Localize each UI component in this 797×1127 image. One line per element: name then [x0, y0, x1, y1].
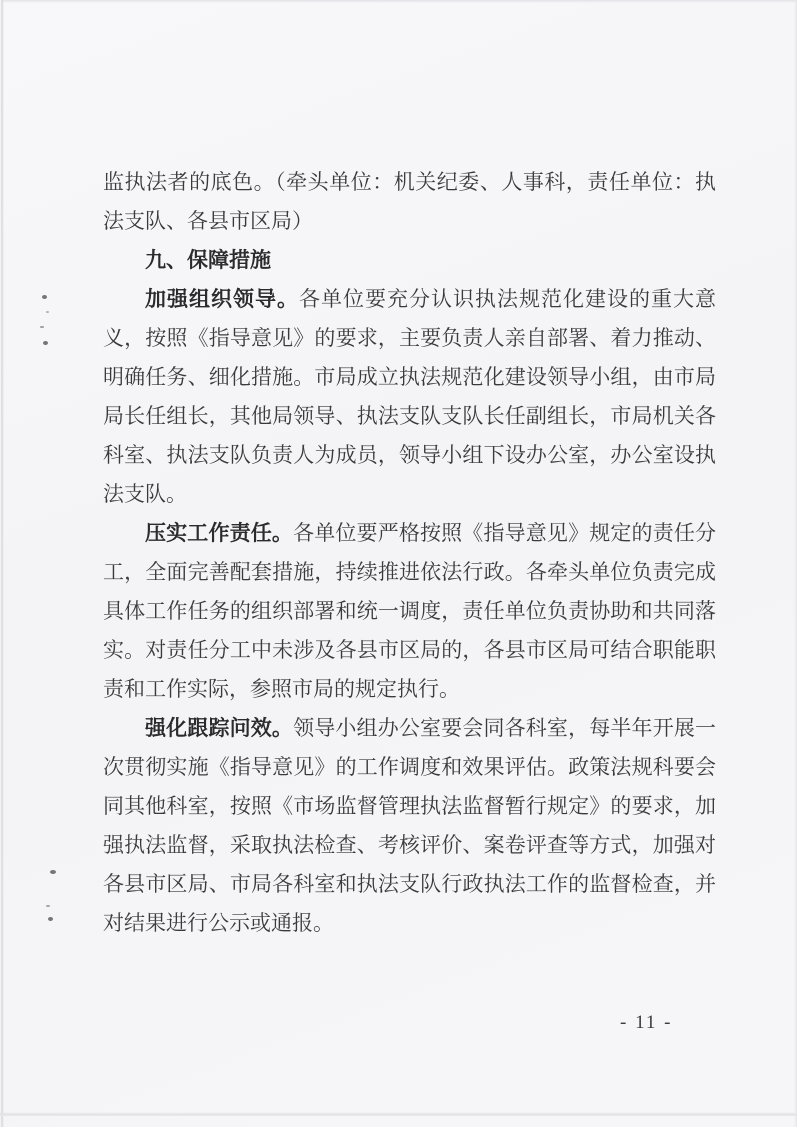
page-number: - 11 -: [620, 1012, 673, 1033]
paragraph-text: 各单位要严格按照《指导意见》规定的责任分工，全面完善配套措施，持续推进依法行政。各牵头单位负责完成具体工作任务的组织部署和统一调度，责任单位负责协助和共同落实。对责任分工中未涉及各县市区局的，各县市区局可结合职能职责和工作实际，参照市局的规定执行。: [103, 521, 716, 701]
ink-speck: [48, 917, 53, 921]
paragraph-lead: 强化跟踪问效。: [145, 717, 294, 740]
ink-speck: [42, 295, 47, 299]
document-body: [103, 163, 716, 943]
paragraph-text: 领导小组办公室要会同各科室，每半年开展一次贯彻实施《指导意见》的工作调度和效果评估。政策法规科要会同其他科室，按照《市场监督管理执法监督暂行规定》的要求，加强执法监督，采取执法检查、考核评价、案卷评查等方式，加强对各县市区局、市局各科室和执法支队行政执法工作的监督检查，并对结果进行公示或通报。: [103, 716, 716, 935]
paragraph-tracking-effectiveness: [103, 709, 716, 943]
paragraph-consolidate-responsibility: [103, 514, 716, 709]
ink-speck: [43, 341, 48, 345]
section-heading: 九、保障措施: [145, 249, 271, 272]
paragraph-lead: 加强组织领导。: [145, 288, 299, 311]
paragraph-lead: 压实工作责任。: [145, 522, 294, 545]
ink-speck: [46, 905, 50, 907]
paragraph-text: 各单位要充分认识执法规范化建设的重大意义，按照《指导意见》的要求，主要负责人亲自部署、着力推动、明确任务、细化措施。市局成立执法规范化建设领导小组，由市局局长任组长，其他局领导、执法支队支队长任副组长，市局机关各科室、执法支队负责人为成员，领导小组下设办公室，办公室设执法支队。: [103, 287, 716, 506]
scan-edge-top: [0, 0, 797, 3]
ink-speck: [46, 311, 49, 313]
paragraph-strengthen-leadership: [103, 280, 716, 514]
continuation-paragraph: 监执法者的底色。（牵头单位：机关纪委、人事科，责任单位：执法支队、各县市区局）: [103, 170, 716, 233]
ink-speck: [50, 870, 56, 874]
scan-edge-left: [0, 0, 4, 1127]
scan-edge-bottom: [0, 1112, 797, 1116]
ink-speck: [40, 326, 44, 328]
